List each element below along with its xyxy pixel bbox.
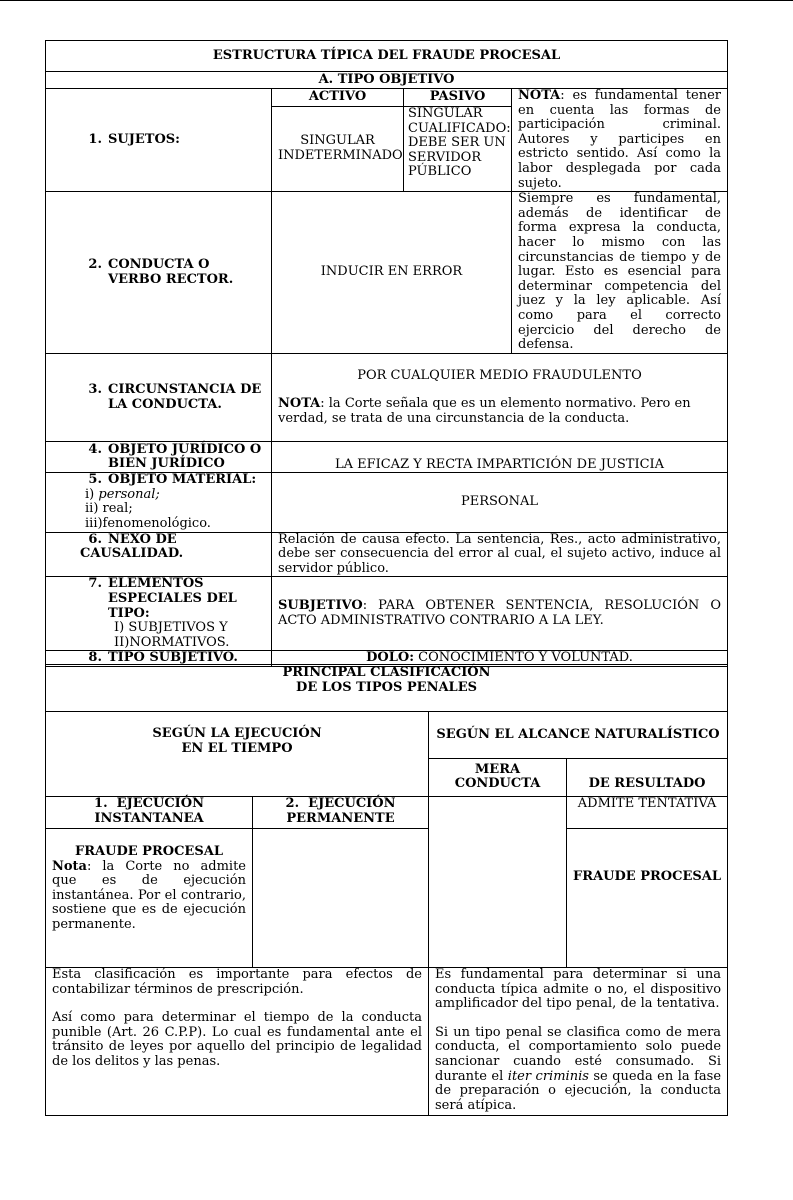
circunstancia-value: POR CUALQUIER MEDIO FRAUDULENTO — [357, 367, 642, 383]
fraude-procesal-resultado: FRAUDE PROCESAL — [567, 829, 728, 968]
conducta-note: Siempre es fundamental, además de identificar de forma expresa la conducta, hacer lo mismo con las circunstancias de tiempo y de lugar. Esto es esencial para determinar competencia del juez y la ley aplicable. Así como para el correcto ejercicio del derecho de defensa. — [512, 192, 728, 354]
sujeto-pasivo-value: SINGULAR CUALIFICADO: DEBE SER UN SERVIDOR PÚBLICO — [404, 106, 512, 191]
sujetos-note: NOTA: es fundamental tener en cuenta las formas de participación criminal. Autores y participes en estricto sentido. Así como la labor desplegada por cada sujeto. — [512, 89, 728, 192]
mera-conducta-cell — [429, 797, 567, 968]
clasificacion-table — [45, 664, 728, 1116]
conducta-label: 2. CONDUCTA O VERBO RECTOR. — [46, 192, 272, 354]
fraude-procesal-instantanea-cell — [46, 829, 253, 968]
circunstancia-note: NOTA: la Corte señala que es un elemento normativo. Pero en verdad, se trata de una circunstancia de la conducta. — [278, 396, 691, 426]
fraude-procesal-title: FRAUDE PROCESAL — [75, 844, 223, 859]
tipo-subjetivo-value: DOLO: CONOCIMIENTO Y VOLUNTAD. — [272, 651, 728, 667]
table1-title: ESTRUCTURA TÍPICA DEL FRAUDE PROCESAL — [46, 41, 728, 72]
tipo-subjetivo-label: 8. TIPO SUBJETIVO. — [46, 651, 272, 667]
fraude-procesal-note: Nota: la Corte no admite que es de ejecución instantánea. Por el contrario, sostiene que es de ejecución permanente. — [52, 858, 246, 932]
conducta-value: INDUCIR EN ERROR — [272, 192, 512, 354]
top-rule — [0, 0, 793, 1]
ejecucion-explanation: Esta clasificación es importante para efectos de contabilizar términos de prescripción. Así como para determinar el tiempo de la conducta punible (Art. 26 C.P.P). Lo cual es fundamental ante el tránsito de leyes por aquello del principio de legalidad de los delitos y las penas. — [46, 968, 429, 1116]
alcance-explanation: Es fundamental para determinar si una conducta típica admite o no, el dispositivo amplificador del tipo penal, de la tentativa. Si un tipo penal se clasifica como de mera conducta, el comportamiento solo puede sancionar cuando esté consumado. Si durante el iter criminis se queda en la fase de preparación o ejecución, la conducta será atípica. — [429, 968, 728, 1116]
nexo-value: Relación de causa efecto. La sentencia, Res., acto administrativo, debe ser consecuencia del error al cual, el sujeto activo, induce al servidor público. — [272, 532, 728, 577]
ejecucion-permanente-header: 2. EJECUCIÓN PERMANENTE — [253, 797, 429, 829]
de-resultado-header: DE RESULTADO — [567, 759, 728, 797]
admite-tentativa: ADMITE TENTATIVA — [567, 797, 728, 829]
permanente-empty-cell — [253, 829, 429, 968]
pasivo-header: PASIVO — [404, 89, 512, 107]
objeto-juridico-label: 4. OBJETO JURÍDICO O BIEN JURÍDICO — [46, 442, 272, 473]
elementos-label: 7. ELEMENTOS ESPECIALES DEL TIPO: I) SUBJETIVOS Y II)NORMATIVOS. — [46, 577, 272, 651]
circunstancia-label: 3. CIRCUNSTANCIA DE LA CONDUCTA. — [46, 354, 272, 442]
circunstancia-cell — [272, 354, 728, 442]
nexo-label: 6. NEXO DE CAUSALIDAD. — [46, 532, 272, 577]
sujeto-activo-value: SINGULAR INDETERMINADO — [272, 106, 404, 191]
section-a-header: A. TIPO OBJETIVO — [46, 72, 728, 89]
activo-header: ACTIVO — [272, 89, 404, 107]
elementos-value: SUBJETIVO: PARA OBTENER SENTENCIA, RESOLUCIÓN O ACTO ADMINISTRATIVO CONTRARIO A LA LEY. — [272, 577, 728, 651]
alcance-naturalistico-header: SEGÚN EL ALCANCE NATURALÍSTICO — [429, 712, 728, 759]
objeto-material-label: 5. OBJETO MATERIAL: i) personal; ii) real; iii)fenomenológico. — [46, 473, 272, 532]
ejecucion-tiempo-header: SEGÚN LA EJECUCIÓN EN EL TIEMPO — [46, 712, 429, 797]
objeto-juridico-value: LA EFICAZ Y RECTA IMPARTICIÓN DE JUSTICIA — [272, 442, 728, 473]
sujetos-label: 1. SUJETOS: — [46, 89, 272, 192]
table2-title: PRINCIPAL CLASIFICACIÓN DE LOS TIPOS PENALES — [46, 665, 728, 712]
mera-conducta-header: MERA CONDUCTA — [429, 759, 567, 797]
ejecucion-instantanea-header: 1. EJECUCIÓN INSTANTANEA — [46, 797, 253, 829]
estructura-tipica-table — [45, 40, 728, 667]
objeto-material-value: PERSONAL — [272, 473, 728, 532]
